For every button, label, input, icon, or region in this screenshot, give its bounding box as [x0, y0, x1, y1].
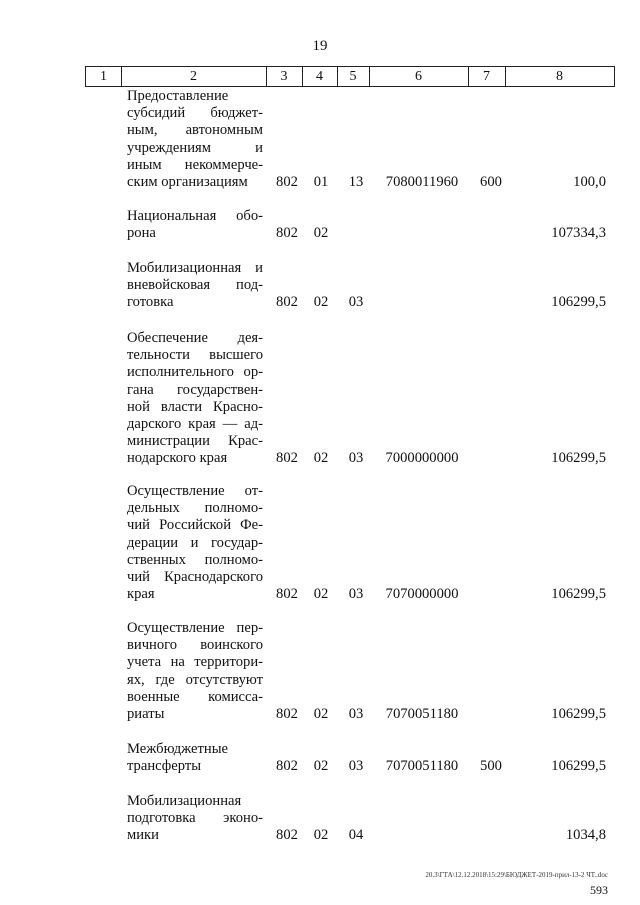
row-name: [127, 208, 263, 242]
row-name-line: иным некоммерче-: [127, 156, 263, 173]
row-name: [127, 620, 263, 723]
amount: 106299,5: [551, 294, 606, 311]
header-col-3: 3: [266, 66, 303, 87]
row-name-line: гана государствен-: [127, 381, 263, 398]
row-name: [127, 330, 263, 468]
footer-document-reference: 20.3\ГТА\12.12.2018\15:29\БЮДЖЕТ-2019-прил-13-2 ЧТ..doc: [425, 871, 608, 879]
amount: 106299,5: [551, 450, 606, 467]
row-name-line: края: [127, 586, 155, 603]
row-name-line: мики: [127, 827, 159, 844]
row-name-line: дерации и государ-: [127, 534, 263, 551]
row-name-line: учреждениям и: [127, 139, 263, 156]
row-name-line: исполнительного ор-: [127, 364, 263, 381]
header-col-2: 2: [121, 66, 267, 87]
section-code: 01: [313, 174, 329, 190]
target-article-code: 7000000000: [385, 450, 459, 467]
ministry-code: 802: [276, 225, 298, 242]
row-name: [127, 260, 263, 312]
ministry-code: 802: [276, 758, 298, 775]
row-name-line: дельных полномо-: [127, 500, 263, 517]
row-name: [127, 793, 263, 845]
row-name-line: чий Краснодарского: [127, 569, 263, 586]
row-name-line: военные комисса-: [127, 688, 263, 705]
row-name: [127, 483, 263, 603]
ministry-code: 802: [276, 174, 298, 190]
ministry-code: 802: [276, 450, 298, 467]
row-name-line: Осуществление от-: [127, 483, 263, 499]
row-name-line: Межбюджетные: [127, 741, 229, 757]
row-name-line: субсидий бюджет-: [127, 105, 263, 122]
header-col-7: 7: [468, 66, 506, 87]
section-code: 02: [313, 225, 329, 242]
expense-type-code: 600: [480, 174, 502, 190]
section-code: 02: [313, 827, 329, 844]
expense-type-code: 500: [480, 758, 502, 775]
ministry-code: 802: [276, 294, 298, 311]
row-name-line: дарского края — ад-: [127, 416, 263, 433]
header-col-1: 1: [85, 66, 122, 87]
ministry-code: 802: [276, 827, 298, 844]
row-name-line: нодарского края: [127, 450, 228, 467]
row-name-line: готовка: [127, 294, 174, 311]
amount: 100,0: [573, 174, 606, 190]
row-name-line: ским организациям: [127, 174, 248, 191]
row-name-line: ственных полномо-: [127, 551, 263, 568]
row-name-line: Обеспечение дея-: [127, 330, 263, 346]
row-name-line: рона: [127, 225, 156, 242]
section-code: 02: [313, 758, 329, 775]
row-name-line: тельности высшего: [127, 347, 263, 364]
target-article-code: 7080011960: [385, 174, 459, 190]
header-col-6: 6: [369, 66, 469, 87]
target-article-code: 7070000000: [385, 586, 459, 603]
row-name-line: подготовка эконо-: [127, 810, 263, 827]
row-name-line: Национальная обо-: [127, 208, 263, 224]
footer-sheet-number: 593: [590, 883, 608, 897]
row-name-line: вичного воинского: [127, 637, 263, 654]
row-name-line: министрации Крас-: [127, 433, 263, 450]
row-name: [127, 741, 263, 775]
page-number: 19: [312, 38, 328, 54]
row-name-line: Мобилизационная: [127, 793, 242, 809]
ministry-code: 802: [276, 586, 298, 603]
row-name-line: чий Российской Фе-: [127, 517, 263, 534]
ministry-code: 802: [276, 706, 298, 722]
row-name-line: Предоставление: [127, 88, 229, 104]
section-code: 02: [313, 294, 329, 311]
row-name-line: ях, где отсутствуют: [127, 671, 263, 688]
subsection-code: 04: [348, 827, 364, 844]
subsection-code: 13: [348, 174, 364, 190]
row-name-line: Мобилизационная и: [127, 260, 263, 276]
section-code: 02: [313, 586, 329, 603]
row-name-line: риаты: [127, 706, 165, 723]
row-name-line: ным, автономным: [127, 122, 263, 139]
target-article-code: 7070051180: [385, 758, 459, 775]
row-name-line: учета на территори-: [127, 654, 263, 671]
target-article-code: 7070051180: [385, 706, 459, 722]
row-name-line: ной власти Красно-: [127, 398, 263, 415]
row-name-line: вневойсковая под-: [127, 277, 263, 294]
header-col-4: 4: [302, 66, 338, 87]
header-col-8: 8: [505, 66, 615, 87]
subsection-code: 03: [348, 586, 364, 603]
row-name-line: Осуществление пер-: [127, 620, 263, 636]
subsection-code: 03: [348, 758, 364, 775]
row-name: [127, 88, 263, 191]
subsection-code: 03: [348, 706, 364, 722]
row-name-line: трансферты: [127, 758, 202, 775]
subsection-code: 03: [348, 294, 364, 311]
amount: 106299,5: [551, 706, 606, 722]
amount: 106299,5: [551, 586, 606, 603]
amount: 106299,5: [551, 758, 606, 775]
subsection-code: 03: [348, 450, 364, 467]
header-col-5: 5: [337, 66, 370, 87]
amount: 1034,8: [565, 827, 606, 844]
section-code: 02: [313, 706, 329, 722]
amount: 107334,3: [551, 225, 606, 242]
section-code: 02: [313, 450, 329, 467]
